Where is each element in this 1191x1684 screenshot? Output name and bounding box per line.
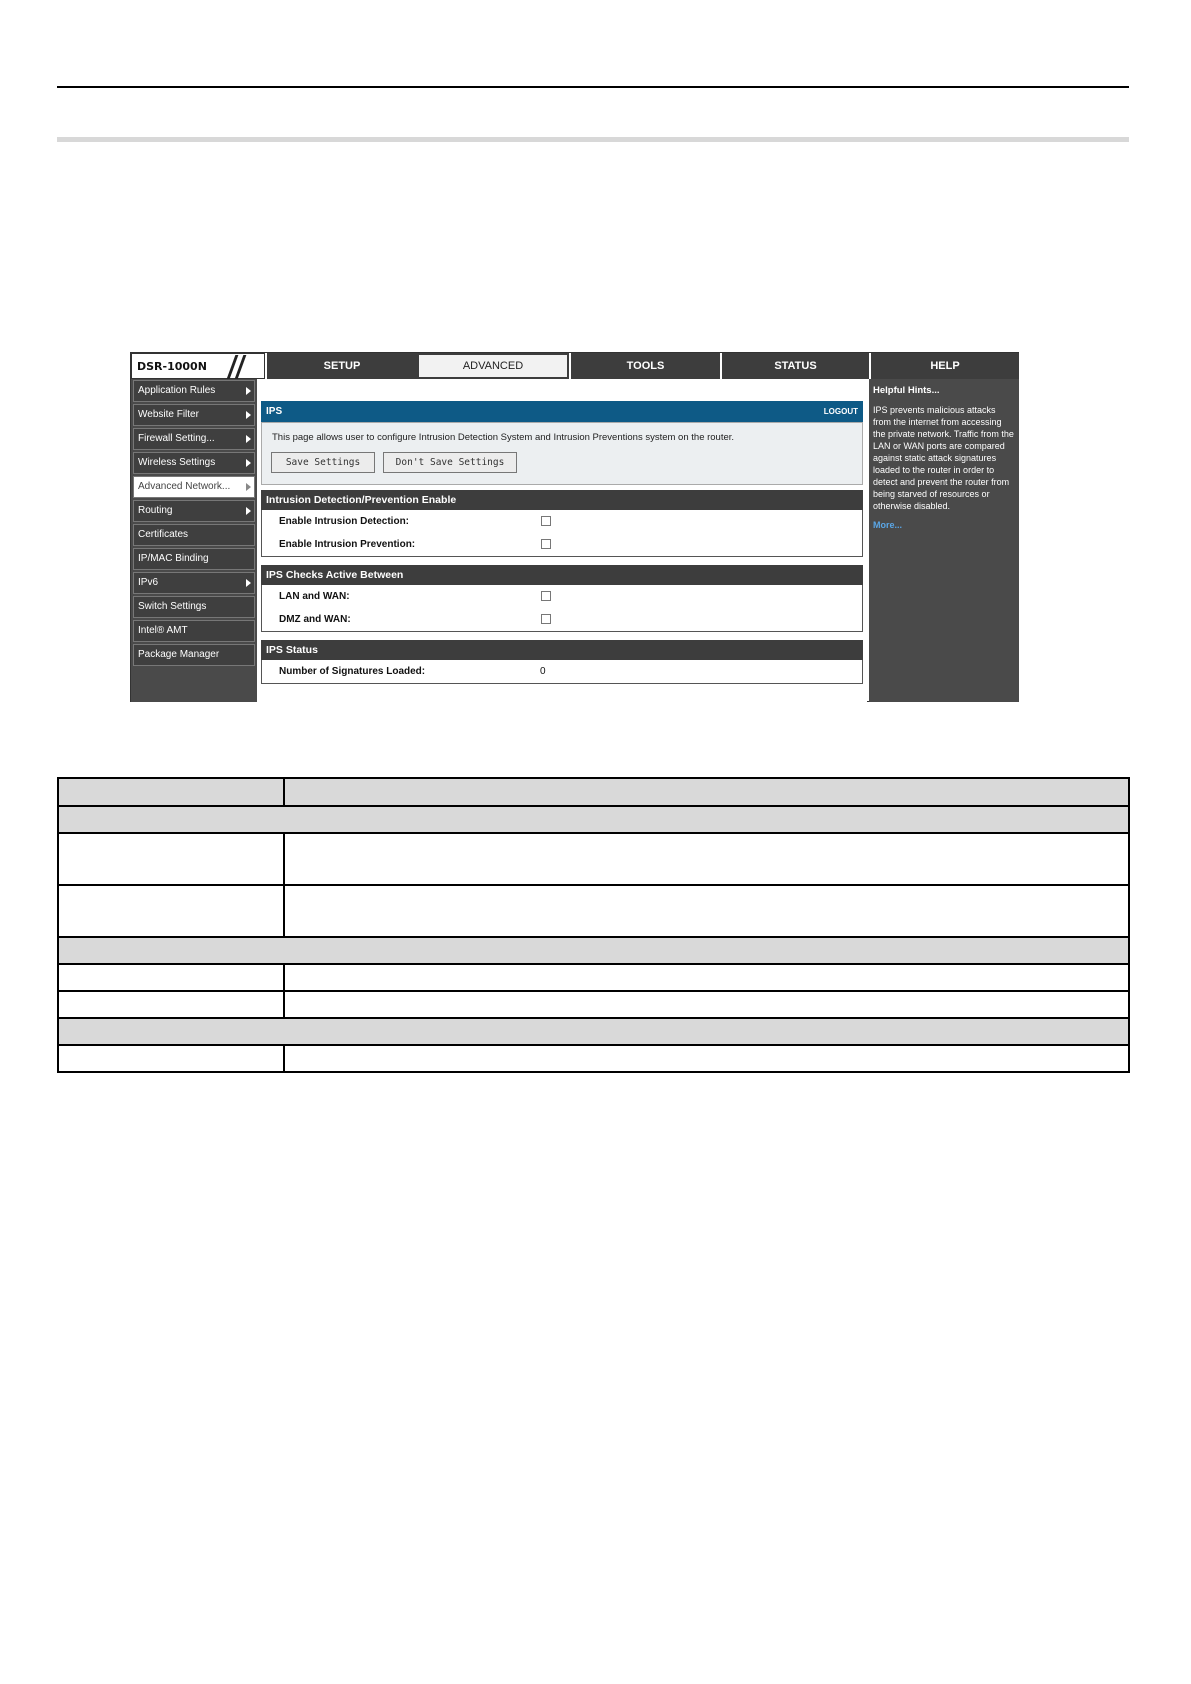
chevron-right-icon bbox=[246, 435, 251, 443]
table-row bbox=[58, 991, 1129, 1018]
table-group-row bbox=[58, 937, 1129, 964]
help-panel bbox=[869, 353, 1019, 702]
sidebar-item-label: Package Manager bbox=[138, 649, 220, 660]
enable-prevention-label: Enable Intrusion Prevention: bbox=[279, 539, 416, 550]
tab-setup[interactable]: SETUP bbox=[265, 353, 417, 379]
chevron-right-icon bbox=[246, 387, 251, 395]
tab-status[interactable]: STATUS bbox=[720, 353, 869, 379]
table-row bbox=[58, 833, 1129, 885]
sidebar-item-label: Firewall Setting... bbox=[138, 433, 215, 444]
sidebar-item-label: Intel® AMT bbox=[138, 625, 188, 636]
sidebar-item-certificates[interactable] bbox=[133, 524, 255, 546]
save-settings-button[interactable]: Save Settings bbox=[271, 452, 375, 473]
sidebar-item-ip-mac-binding[interactable] bbox=[133, 548, 255, 570]
page-description: This page allows user to configure Intrusion Detection System and Intrusion Preventions system on the router. bbox=[272, 432, 735, 443]
sidebar-item-switch-settings[interactable] bbox=[133, 596, 255, 618]
sidebar bbox=[131, 379, 257, 702]
sidebar-item-wireless-settings[interactable] bbox=[133, 452, 255, 474]
sidebar-item-advanced-network[interactable] bbox=[133, 476, 255, 498]
help-title: Helpful Hints... bbox=[873, 385, 940, 396]
section-body-enable bbox=[261, 510, 863, 557]
router-ui-screenshot bbox=[130, 352, 1019, 702]
sidebar-item-label: Certificates bbox=[138, 529, 189, 540]
chevron-right-icon bbox=[246, 483, 251, 491]
table-header-row bbox=[58, 778, 1129, 806]
sidebar-item-routing[interactable] bbox=[133, 500, 255, 522]
table-row bbox=[58, 964, 1129, 991]
settings-table bbox=[57, 777, 1130, 1073]
sidebar-item-application-rules[interactable] bbox=[133, 380, 255, 402]
sidebar-item-ipv6[interactable] bbox=[133, 572, 255, 594]
sidebar-item-label: Switch Settings bbox=[138, 601, 207, 612]
dmz-wan-checkbox[interactable] bbox=[541, 614, 551, 624]
signatures-loaded-value: 0 bbox=[540, 666, 546, 677]
sidebar-item-label: Application Rules bbox=[138, 385, 216, 396]
logout-link[interactable]: LOGOUT bbox=[823, 407, 858, 416]
sidebar-item-firewall-setting[interactable] bbox=[133, 428, 255, 450]
sidebar-item-intel-amt[interactable] bbox=[133, 620, 255, 642]
sidebar-item-label: Website Filter bbox=[138, 409, 199, 420]
ips-panel-header bbox=[261, 401, 863, 422]
signatures-loaded-label: Number of Signatures Loaded: bbox=[279, 666, 426, 677]
tab-help[interactable]: HELP bbox=[869, 353, 1019, 379]
chevron-right-icon bbox=[246, 579, 251, 587]
sidebar-item-package-manager[interactable] bbox=[133, 644, 255, 666]
chevron-right-icon bbox=[246, 459, 251, 467]
help-more-link[interactable]: More... bbox=[873, 520, 903, 530]
section-header-checks: IPS Checks Active Between bbox=[261, 565, 863, 585]
tab-tools[interactable]: TOOLS bbox=[569, 353, 720, 379]
table-group-row bbox=[58, 1018, 1129, 1045]
section-body-status bbox=[261, 660, 863, 684]
header-band bbox=[57, 137, 1129, 142]
section-body-checks bbox=[261, 585, 863, 632]
section-header-enable: Intrusion Detection/Prevention Enable bbox=[261, 490, 863, 510]
lan-wan-checkbox[interactable] bbox=[541, 591, 551, 601]
brand-logo bbox=[131, 353, 265, 379]
top-rule bbox=[57, 86, 1129, 88]
page-title: IPS bbox=[266, 406, 283, 417]
sidebar-item-label: Routing bbox=[138, 505, 173, 516]
dont-save-settings-button[interactable]: Don't Save Settings bbox=[383, 452, 517, 473]
chevron-right-icon bbox=[246, 507, 251, 515]
enable-detection-checkbox[interactable] bbox=[541, 516, 551, 526]
table-row bbox=[58, 1045, 1129, 1072]
ips-panel-body bbox=[261, 422, 863, 485]
table-row bbox=[58, 885, 1129, 937]
sidebar-item-website-filter[interactable] bbox=[133, 404, 255, 426]
chevron-right-icon bbox=[246, 411, 251, 419]
section-header-status: IPS Status bbox=[261, 640, 863, 660]
dmz-wan-label: DMZ and WAN: bbox=[279, 614, 351, 625]
brand-text: DSR-1000N bbox=[137, 360, 207, 373]
main-content bbox=[257, 379, 867, 702]
enable-detection-label: Enable Intrusion Detection: bbox=[279, 516, 410, 527]
lan-wan-label: LAN and WAN: bbox=[279, 591, 350, 602]
sidebar-item-label: Advanced Network... bbox=[138, 481, 231, 492]
enable-prevention-checkbox[interactable] bbox=[541, 539, 551, 549]
sidebar-item-label: IPv6 bbox=[138, 577, 159, 588]
sidebar-item-label: Wireless Settings bbox=[138, 457, 216, 468]
tab-advanced[interactable]: ADVANCED bbox=[417, 353, 569, 379]
table-group-row bbox=[58, 806, 1129, 833]
sidebar-item-label: IP/MAC Binding bbox=[138, 553, 209, 564]
help-text: IPS prevents malicious attacks from the internet from accessing the private network. Traffic from the LAN or WAN ports are compared against static attack signatures loaded to the router in order to detect and prevent the router from being starved of resources or otherwise disabled. bbox=[873, 405, 1014, 511]
